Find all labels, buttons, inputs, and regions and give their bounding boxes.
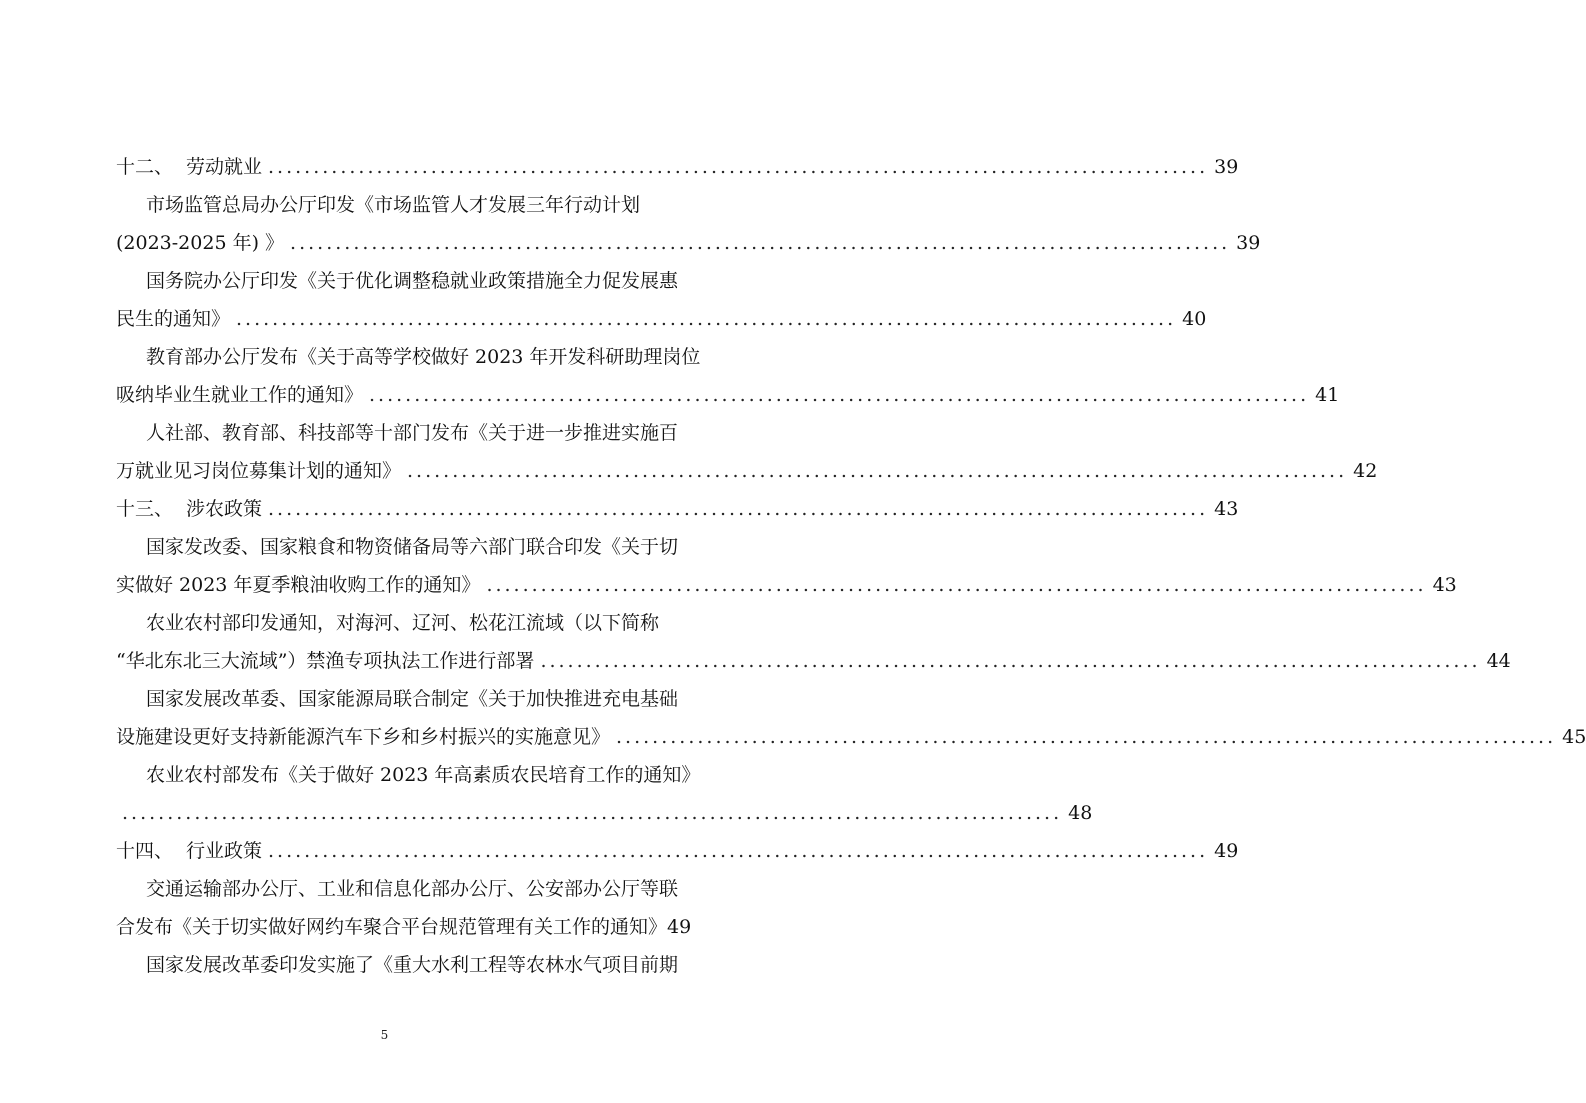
dot-leader: ........................................................................................................	[268, 840, 1209, 862]
dot-leader: ........................................................................................................	[407, 460, 1348, 482]
page-ref: 39	[1236, 232, 1261, 254]
page-ref: 44	[1486, 650, 1511, 672]
toc-entry-line[interactable]: 教育部办公厅发布《关于高等学校做好 2023 年开发科研助理岗位	[146, 346, 701, 368]
toc-entry-line[interactable]	[116, 452, 1378, 490]
toc-entry-line[interactable]: 交通运输部办公厅、工业和信息化部办公厅、公安部办公厅等联	[146, 878, 679, 900]
toc-entry-line[interactable]: 国家发展改革委印发实施了《重大水利工程等农林水气项目前期	[146, 954, 679, 976]
dot-leader: ........................................................................................................	[268, 156, 1209, 178]
page-ref: 48	[1068, 802, 1093, 824]
section-number: 十三、	[116, 498, 174, 520]
dot-leader: ........................................................................................................	[236, 308, 1177, 330]
dot-leader: ........................................................................................................	[486, 574, 1427, 596]
section-heading	[116, 490, 262, 528]
page-number: 5	[380, 1028, 389, 1042]
dot-leader: ........................................................................................................	[369, 384, 1310, 406]
dot-leader: ........................................................................................................	[268, 498, 1209, 520]
section-title: 涉农政策	[186, 498, 263, 520]
page-ref: 39	[1214, 156, 1239, 178]
entry-text: 实做好 2023 年夏季粮油收购工作的通知》	[116, 574, 481, 596]
toc-entry-line[interactable]	[116, 794, 1093, 832]
page-ref: 45	[1562, 726, 1586, 748]
entry-text: (2023-2025 年) 》	[116, 232, 285, 254]
toc-entry-line[interactable]	[116, 642, 1511, 680]
page-ref: 42	[1353, 460, 1378, 482]
toc-entry-line[interactable]: 市场监管总局办公厅印发《市场监管人才发展三年行动计划	[146, 194, 641, 216]
page-ref: 49	[667, 916, 692, 938]
page-ref: 43	[1214, 498, 1239, 520]
dot-leader: ........................................................................................................	[540, 650, 1481, 672]
toc-entry-line[interactable]: 国家发展改革委、国家能源局联合制定《关于加快推进充电基础	[146, 688, 679, 710]
toc-entry-line[interactable]	[116, 224, 1261, 262]
section-number: 十四、	[116, 840, 174, 862]
toc-section-14[interactable]	[116, 832, 1239, 870]
toc-entry-line[interactable]	[116, 718, 1586, 756]
entry-text: 合发布《关于切实做好网约车聚合平台规范管理有关工作的通知》	[116, 916, 668, 938]
entry-text: 设施建设更好支持新能源汽车下乡和乡村振兴的实施意见》	[116, 726, 611, 748]
toc-entry-line[interactable]: 国务院办公厅印发《关于优化调整稳就业政策措施全力促发展惠	[146, 270, 679, 292]
dot-leader: ........................................................................................................	[122, 802, 1063, 824]
section-heading	[116, 148, 262, 186]
section-title: 行业政策	[186, 840, 263, 862]
entry-text: 吸纳毕业生就业工作的通知》	[116, 384, 364, 406]
section-number: 十二、	[116, 156, 174, 178]
toc-section-12[interactable]	[116, 148, 1239, 186]
table-of-contents	[116, 148, 1586, 984]
toc-entry-line[interactable]	[116, 566, 1457, 604]
toc-section-13[interactable]	[116, 490, 1239, 528]
page-ref: 40	[1182, 308, 1207, 330]
entry-text: 民生的通知》	[116, 308, 231, 330]
page-ref: 41	[1315, 384, 1340, 406]
toc-entry-line[interactable]	[116, 908, 692, 946]
entry-text: 万就业见习岗位募集计划的通知》	[116, 460, 402, 482]
toc-entry-line[interactable]: 农业农村部印发通知，对海河、辽河、松花江流域（以下简称	[146, 612, 660, 634]
section-heading	[116, 832, 262, 870]
toc-entry-line[interactable]: 人社部、教育部、科技部等十部门发布《关于进一步推进实施百	[146, 422, 679, 444]
entry-text: “华北东北三大流域”）禁渔专项执法工作进行部署	[116, 650, 535, 672]
toc-entry-line[interactable]: 农业农村部发布《关于做好 2023 年高素质农民培育工作的通知》	[146, 764, 701, 786]
toc-entry-line[interactable]	[116, 376, 1340, 414]
dot-leader: ........................................................................................................	[290, 232, 1231, 254]
toc-entry-line[interactable]	[116, 300, 1207, 338]
section-title: 劳动就业	[186, 156, 263, 178]
toc-entry-line[interactable]: 国家发改委、国家粮食和物资储备局等六部门联合印发《关于切	[146, 536, 679, 558]
page-ref: 49	[1214, 840, 1239, 862]
dot-leader: ........................................................................................................	[616, 726, 1557, 748]
page-ref: 43	[1432, 574, 1457, 596]
